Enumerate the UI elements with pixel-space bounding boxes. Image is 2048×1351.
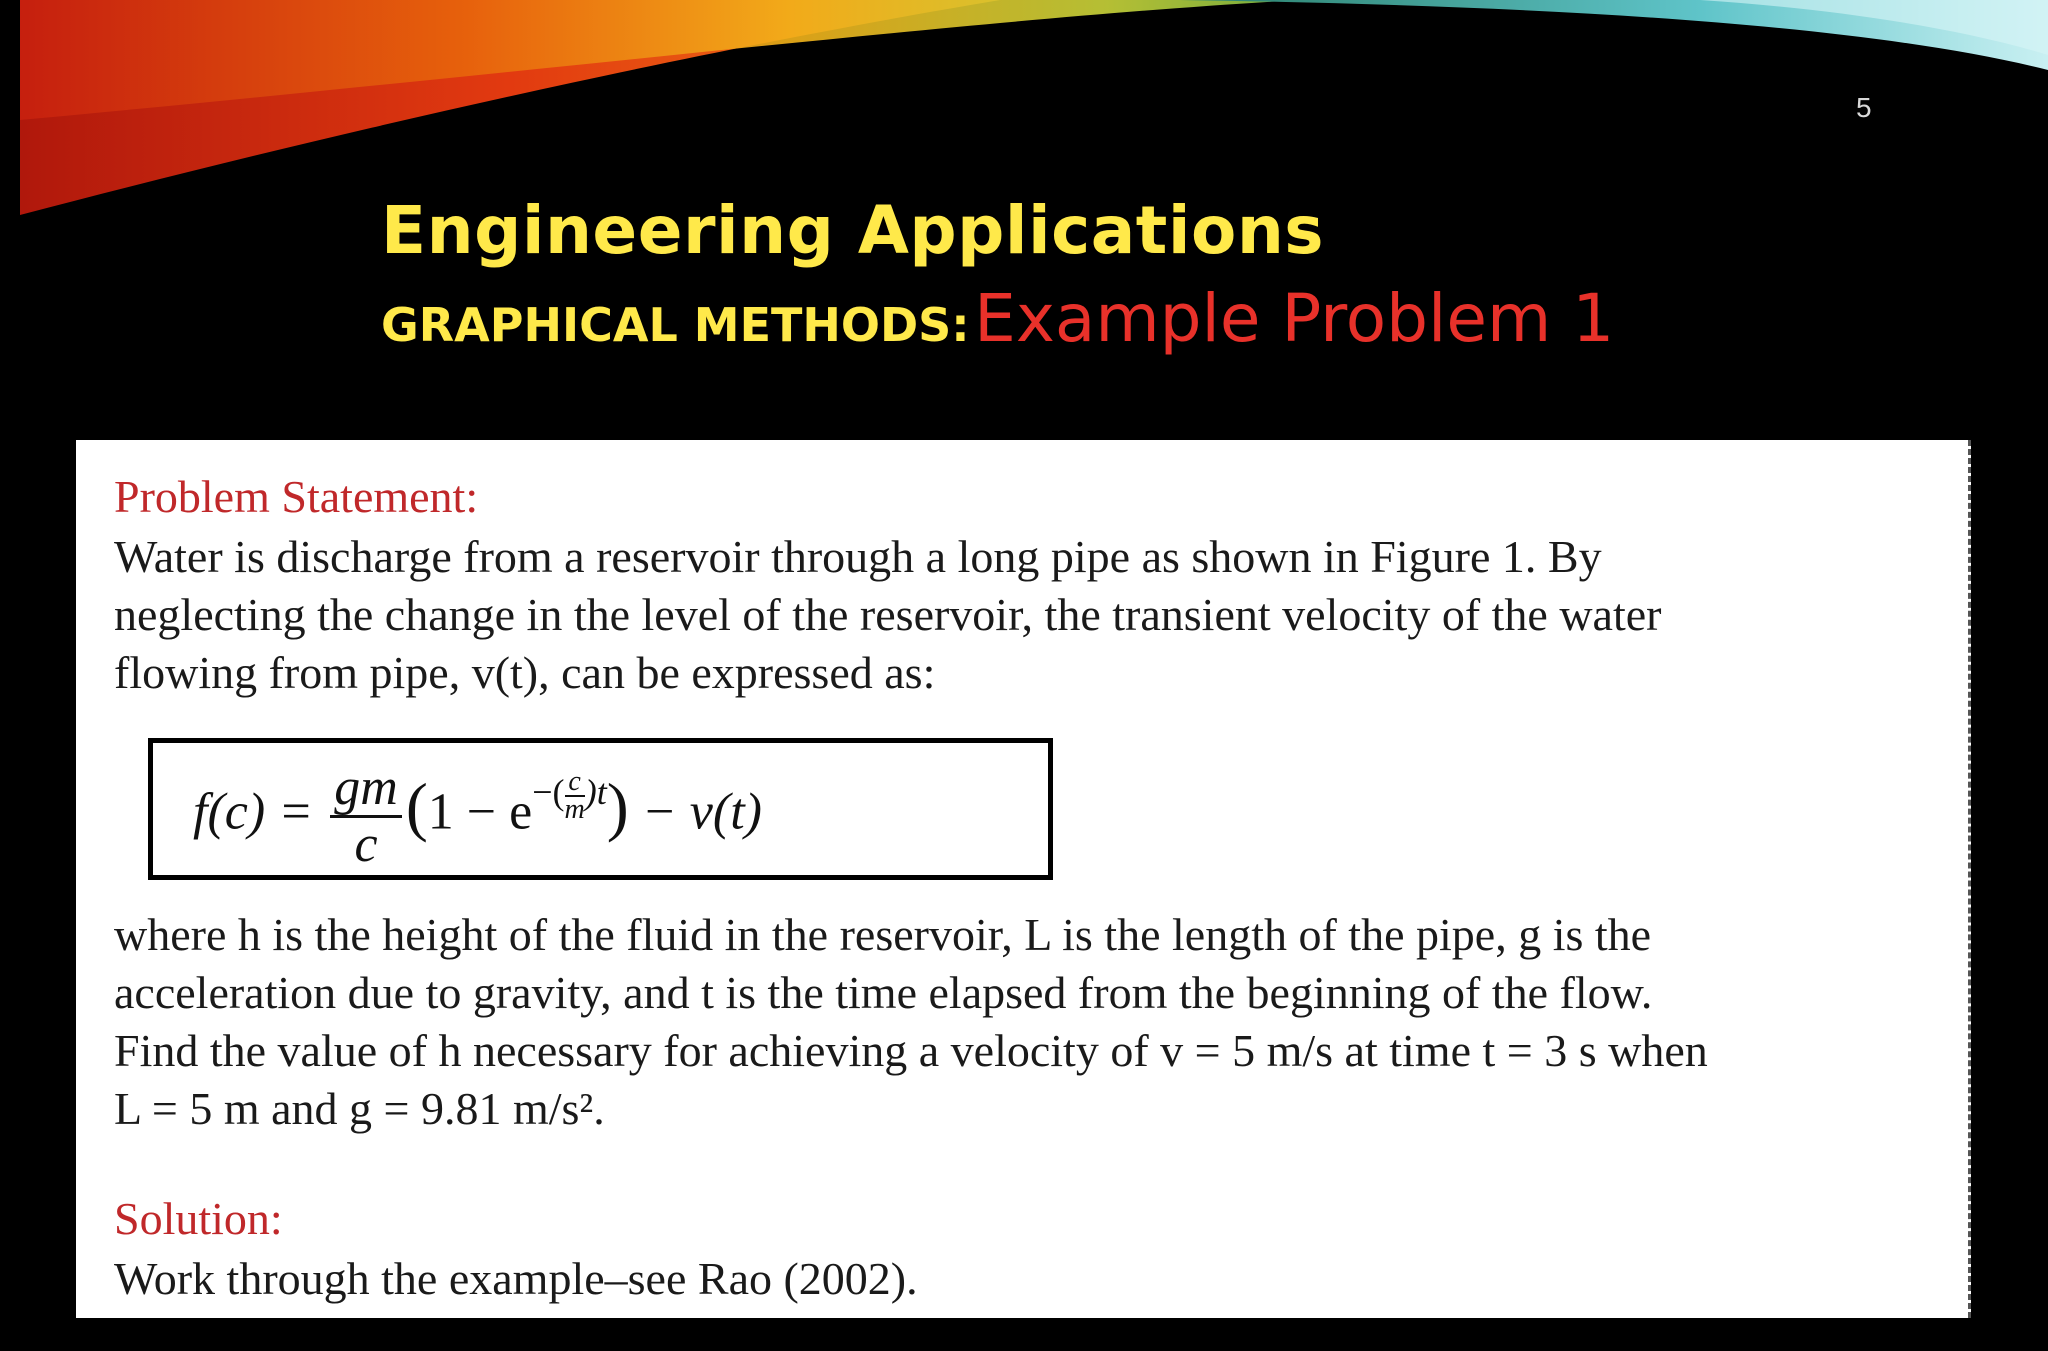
exponent-fraction [564, 766, 585, 826]
body-line: L = 5 m and g = 9.81 m/s². [114, 1083, 605, 1134]
body-line: acceleration due to gravity, and t is the time elapsed from the beginning of the flow. [114, 967, 1653, 1018]
intro-line: Water is discharge from a reservoir through a long pipe as shown in Figure 1. By [114, 531, 1602, 582]
exponent-denominator: m [564, 794, 585, 826]
formula-one-minus-e: 1 − e [427, 783, 533, 841]
slide-number: 5 [1856, 92, 1872, 123]
exponent-numerator: c [565, 769, 585, 797]
solution-heading: Solution: [114, 1193, 283, 1244]
formula-fraction [330, 761, 402, 872]
fraction-denominator: c [354, 816, 378, 873]
intro-line: flowing from pipe, v(t), can be expressed as: [114, 647, 936, 698]
formula-box [148, 738, 1053, 880]
body-line: where h is the height of the fluid in the reservoir, L is the length of the pipe, g is the [114, 909, 1652, 960]
solution-text [114, 1250, 1934, 1308]
body-line: Find the value of h necessary for achieving a velocity of v = 5 m/s at time t = 3 s when [114, 1025, 1708, 1076]
formula-exponent [532, 766, 607, 826]
intro-line: neglecting the change in the level of the reservoir, the transient velocity of the water [114, 589, 1662, 640]
exponent-prefix: −( [532, 772, 565, 813]
subtitle-lead: GRAPHICAL METHODS: [381, 298, 970, 352]
slide-subtitle [381, 280, 1614, 357]
exponent-suffix: )t [584, 772, 607, 813]
fraction-numerator: gm [330, 761, 402, 818]
velocity-formula [193, 761, 762, 872]
slide-title: Engineering Applications [381, 192, 1325, 269]
solution-line: Work through the example–see Rao (2002). [114, 1253, 918, 1304]
formula-lhs: f(c) = [193, 783, 314, 841]
subtitle-accent: Example Problem 1 [974, 280, 1615, 357]
problem-intro [114, 528, 1934, 702]
open-paren: ( [405, 770, 428, 844]
close-paren: ) [606, 770, 629, 844]
problem-heading: Problem Statement: [114, 471, 479, 522]
problem-body [114, 906, 1934, 1138]
content-panel [76, 440, 1971, 1318]
formula-tail: − v(t) [641, 783, 762, 841]
